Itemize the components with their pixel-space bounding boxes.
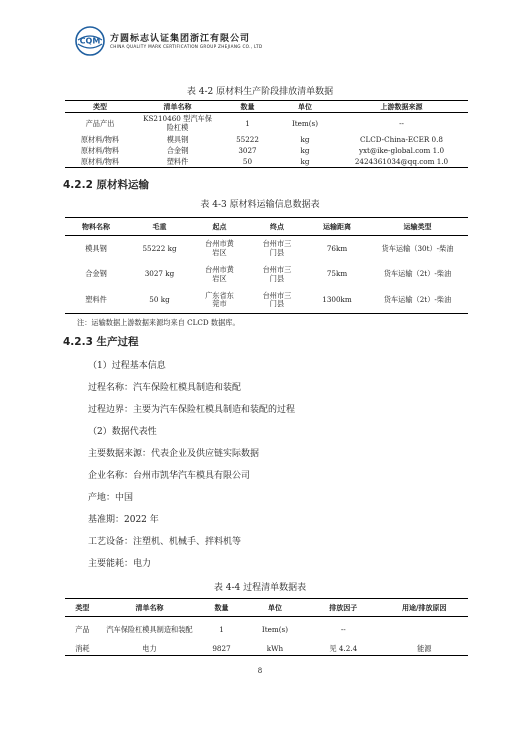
- table-row: [65, 288, 468, 314]
- col-header: 排放因子: [329, 602, 358, 612]
- cell: 模具钢: [85, 243, 107, 253]
- cell: 台州市黄岩区: [205, 265, 234, 283]
- cell: kg: [300, 145, 310, 155]
- cell: kg: [300, 134, 310, 144]
- table-4-4-caption: 表 4-4 过程清单数据表: [213, 583, 307, 593]
- paragraph: 主要数据来源：代表企业及供应链实际数据: [88, 449, 260, 459]
- col-header: 类型: [93, 101, 107, 111]
- paragraph: 产地：中国: [88, 493, 134, 503]
- cell: 台州市三门县: [262, 290, 292, 309]
- cell: [381, 617, 468, 643]
- cell: kWh: [266, 643, 284, 653]
- cell: 货车运输（2t）-柴油: [383, 269, 452, 279]
- table-4-3-note: 注：运输数据上游数据来源均来自 CLCD 数据库。: [77, 318, 240, 327]
- paragraph: 主要能耗：电力: [88, 559, 152, 569]
- cell: 1: [245, 118, 250, 128]
- cell: 2424361034@qq.com 1.0: [354, 156, 449, 166]
- cell: 合金钢: [85, 269, 107, 279]
- col-header: 起点: [212, 221, 227, 231]
- col-header: 终点: [270, 221, 284, 231]
- col-header: 类型: [75, 602, 90, 612]
- cell: 原材料/物料: [80, 134, 120, 144]
- table-row: [65, 236, 468, 262]
- cell: 台州市三门县: [262, 239, 292, 257]
- cell: 1300km: [322, 295, 352, 305]
- col-header: 运输类型: [403, 221, 432, 231]
- cell: Item(s): [291, 118, 319, 128]
- cell: 能源: [417, 643, 432, 653]
- table-row: [65, 617, 468, 643]
- cell: 台州市三门县: [262, 265, 292, 283]
- cell: 货车运输（30t）-柴油: [381, 243, 454, 253]
- col-header: 数量: [214, 602, 229, 612]
- col-header: 数量: [240, 101, 255, 111]
- cell: 55222: [236, 134, 259, 144]
- paragraph: 过程名称：汽车保险杠模具制造和装配: [88, 383, 242, 393]
- table-4-2: [65, 100, 468, 168]
- col-header: 清单名称: [135, 602, 164, 612]
- cell: --: [340, 624, 346, 634]
- cell: 9827: [212, 643, 231, 653]
- col-header: 清单名称: [163, 101, 192, 111]
- col-header: 物料名称: [82, 221, 110, 231]
- table-row: [65, 135, 468, 146]
- table-4-3-caption: 表 4-3 原材料运输信息数据表: [200, 200, 320, 210]
- cell: 50: [242, 156, 253, 166]
- table-row: [65, 146, 468, 157]
- cell: 55222 kg: [142, 243, 177, 253]
- cell: 台州市黄岩区: [205, 239, 234, 257]
- cell: 合金钢: [166, 145, 189, 155]
- section-heading-4-2-2: 4.2.2 原材料运输: [63, 179, 150, 191]
- table-4-2-caption: 表 4-2 原材料生产阶段排放清单数据: [186, 87, 334, 97]
- col-header: 运输距离: [323, 221, 351, 231]
- cell: 76km: [326, 243, 348, 253]
- company-name-cn: 方圆标志认证集团浙江有限公司: [110, 34, 251, 44]
- cell: 汽车保险杠模具制造和装配: [106, 624, 193, 634]
- cell: --: [399, 118, 404, 128]
- col-header: 上游数据来源: [380, 101, 423, 111]
- table-4-4: [65, 598, 468, 656]
- paragraph: 过程边界：主要为汽车保险杠模具制造和装配的过程: [88, 405, 296, 415]
- company-name-en: CHINA QUALITY MARK CERTIFICATION GROUP ZHEJIANG CO., LTD: [110, 44, 263, 49]
- cell: CLCD-China-ECER 0.8: [360, 134, 443, 144]
- cell: 货车运输（2t）-柴油: [383, 295, 452, 305]
- cell: 见 4.2.4: [329, 643, 358, 653]
- section-heading-4-2-3: 4.2.3 生产过程: [63, 336, 139, 348]
- cell: 产品产出: [85, 118, 115, 128]
- cell: 75km: [326, 269, 348, 279]
- paragraph: （1）过程基本信息: [88, 361, 166, 371]
- cell: 50 kg: [149, 295, 170, 305]
- paragraph: （2）数据代表性: [88, 427, 157, 437]
- table-4-3: [65, 217, 468, 314]
- cell: 模具钢: [166, 134, 189, 144]
- cell: 消耗: [75, 643, 90, 653]
- cell: Item(s): [261, 624, 288, 634]
- table-row: [65, 643, 468, 656]
- cell: KS210460 型汽车保险杠模: [143, 114, 212, 132]
- page-number: 8: [257, 667, 263, 675]
- paragraph: 企业名称：台州市凯华汽车模具有限公司: [88, 471, 251, 481]
- cell: 塑料件: [85, 295, 107, 305]
- cell: 塑料件: [166, 156, 189, 166]
- table-row: [65, 113, 468, 135]
- cell: 3027: [238, 145, 257, 155]
- table-row: [65, 157, 468, 168]
- cell: 产品: [75, 624, 90, 634]
- col-header: 毛重: [152, 221, 167, 231]
- cell: 原材料/物料: [80, 156, 120, 166]
- cell: 3027 kg: [144, 269, 175, 279]
- logo-text: CQM: [79, 36, 101, 46]
- paragraph: 工艺设备：注塑机、机械手、拌料机等: [88, 537, 242, 547]
- table-row: [65, 262, 468, 288]
- paragraph: 基准期：2022 年: [88, 515, 159, 525]
- company-logo-icon: [75, 26, 105, 56]
- cell: yxt@ike-global.com 1.0: [358, 145, 445, 155]
- cell: 原材料/物料: [80, 145, 120, 155]
- cell: kg: [300, 156, 310, 166]
- col-header: 单位: [267, 602, 282, 612]
- cell: 电力: [142, 643, 157, 653]
- cell: 广东省东莞市: [205, 290, 234, 309]
- col-header: 用途/排放原因: [402, 602, 447, 612]
- col-header: 单位: [298, 101, 312, 111]
- cell: 1: [219, 624, 224, 634]
